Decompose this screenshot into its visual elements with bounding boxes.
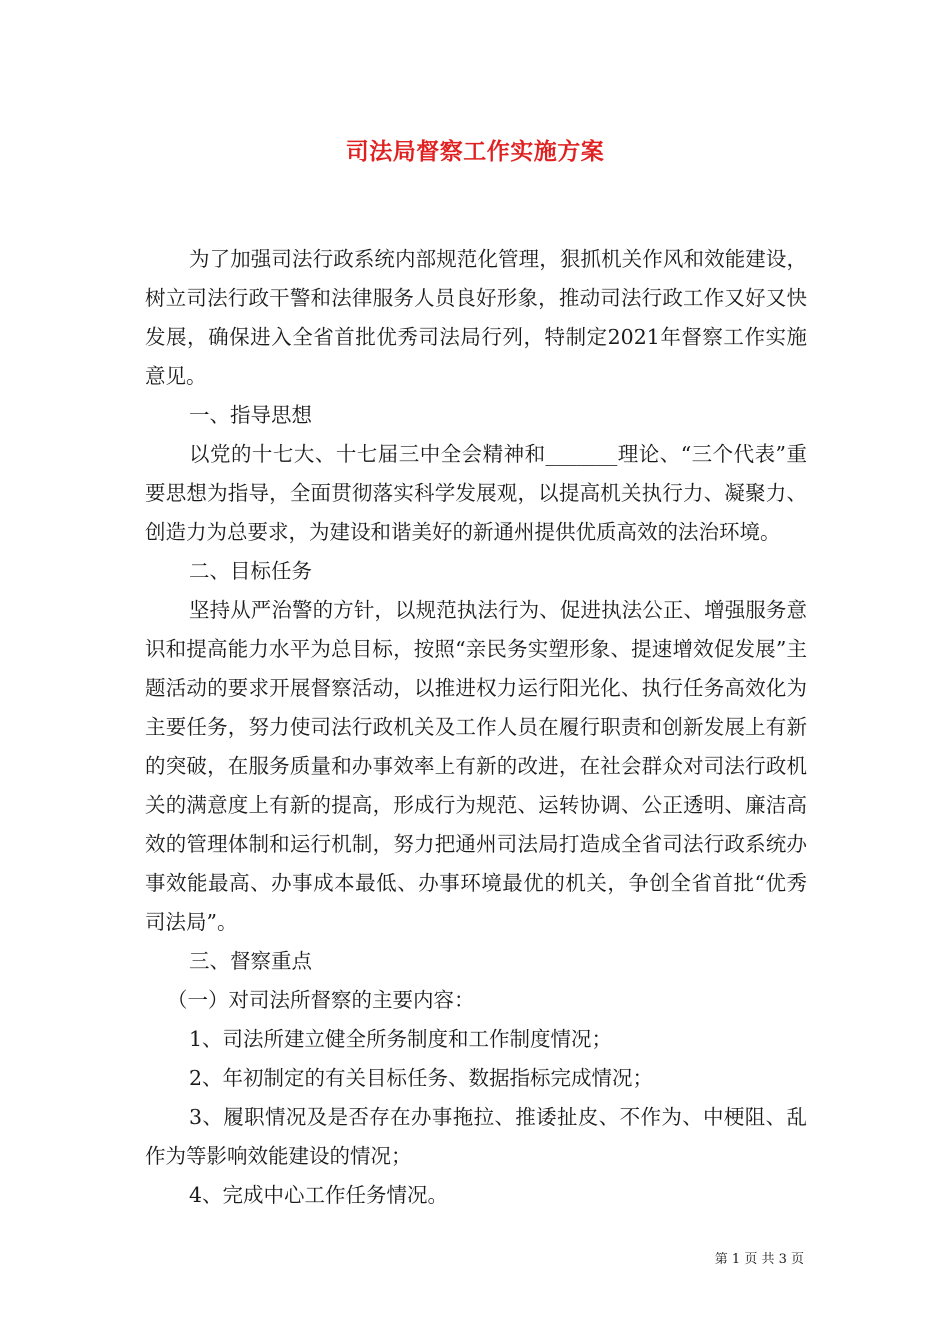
- list-item-1: 1、司法所建立健全所务制度和工作制度情况；: [189, 1027, 613, 1051]
- document-title: 司法局督察工作实施方案: [345, 138, 605, 165]
- heading-inspection-focus: 三、督察重点: [189, 949, 312, 973]
- paragraph-guiding-ideology: 以党的十七大、十七届三中全会精神和_______理论、“三个代表”重要思想为指导，全面贯彻落实科学发展观，以提高机关执行力、凝聚力、创造力为总要求，为建设和谐美好的新通州提供优质高效的法治环境。: [145, 442, 807, 544]
- subheading-judicial-office: （一）对司法所督察的主要内容：: [167, 988, 475, 1012]
- heading-guiding-ideology: 一、指导思想: [189, 403, 312, 427]
- document-body: [145, 240, 807, 1215]
- list-item-4: 4、完成中心工作任务情况。: [189, 1183, 449, 1207]
- list-item-2: 2、年初制定的有关目标任务、数据指标完成情况；: [189, 1066, 654, 1090]
- paragraph-objectives: 坚持从严治警的方针，以规范执法行为、促进执法公正、增强服务意识和提高能力水平为总目标，按照“亲民务实塑形象、提速增效促发展”主题活动的要求开展督察活动，以推进权力运行阳光化、执行任务高效化为主要任务，努力使司法行政机关及工作人员在履行职责和创新发展上有新的突破，在服务质量和办事效率上有新的改进，在社会群众对司法行政机关的满意度上有新的提高，形成行为规范、运转协调、公正透明、廉洁高效的管理体制和运行机制，努力把通州司法局打造成全省司法行政系统办事效能最高、办事成本最低、办事环境最优的机关，争创全省首批“优秀司法局”。: [145, 598, 807, 934]
- heading-objectives: 二、目标任务: [189, 559, 312, 583]
- list-item-3: 3、履职情况及是否存在办事拖拉、推诿扯皮、不作为、中梗阻、乱作为等影响效能建设的情况；: [145, 1105, 807, 1168]
- page-number: 第 1 页 共 3 页: [714, 1252, 804, 1267]
- paragraph-intro: 为了加强司法行政系统内部规范化管理，狠抓机关作风和效能建设，树立司法行政干警和法律服务人员良好形象，推动司法行政工作又好又快发展，确保进入全省首批优秀司法局行列，特制定2021年督察工作实施意见。: [145, 247, 807, 388]
